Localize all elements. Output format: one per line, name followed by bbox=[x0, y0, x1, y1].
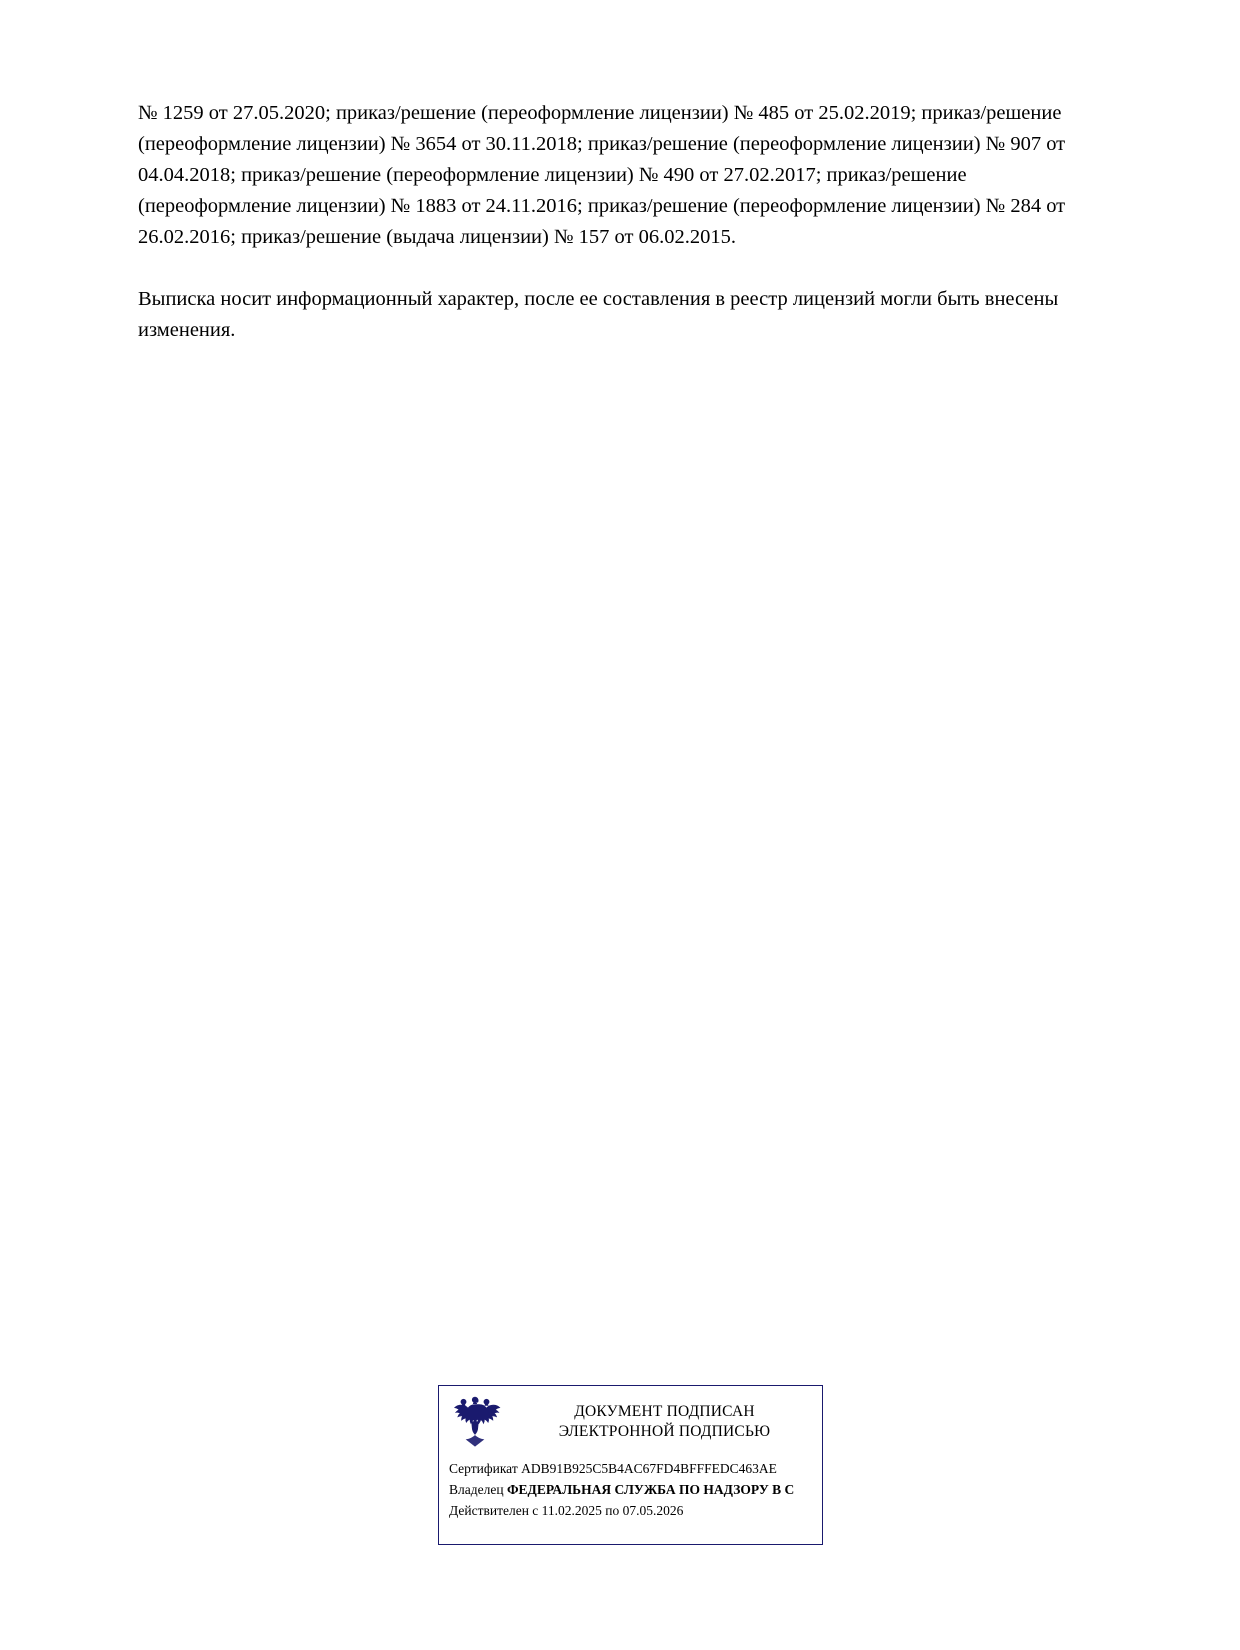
document-body bbox=[138, 98, 1103, 346]
stamp-certificate-label: Сертификат bbox=[449, 1461, 518, 1476]
stamp-certificate-line bbox=[449, 1458, 822, 1479]
stamp-owner-label: Владелец bbox=[449, 1482, 504, 1497]
stamp-validity-line bbox=[449, 1500, 822, 1521]
stamp-details bbox=[439, 1458, 822, 1521]
stamp-valid-to: 07.05.2026 bbox=[622, 1503, 684, 1518]
double-headed-eagle-icon bbox=[447, 1391, 503, 1453]
stamp-owner-line bbox=[449, 1479, 822, 1500]
electronic-signature-stamp bbox=[438, 1385, 823, 1545]
paragraph-license-orders: № 1259 от 27.05.2020; приказ/решение (переоформление лицензии) № 485 от 25.02.2019; приказ/решение (переоформление лицензии) № 3654 от 30.11.2018; приказ/решение (переоформление лицензии) № 907 от 04.04.2018; приказ/решение (переоформление лицензии) № 490 от 27.02.2017; приказ/решение (переоформление лицензии) № 1883 от 24.11.2016; приказ/решение (переоформление лицензии) № 284 от 26.02.2016; приказ/решение (выдача лицензии) № 157 от 06.02.2015. bbox=[138, 102, 1071, 248]
stamp-valid-from: 11.02.2025 bbox=[541, 1503, 602, 1518]
stamp-owner-value: ФЕДЕРАЛЬНАЯ СЛУЖБА ПО НАДЗОРУ В С bbox=[506, 1482, 795, 1497]
stamp-title bbox=[507, 1402, 822, 1442]
stamp-header bbox=[439, 1386, 822, 1458]
stamp-title-line1: ДОКУМЕНТ ПОДПИСАН bbox=[574, 1403, 755, 1420]
stamp-valid-to-label: по bbox=[605, 1503, 620, 1518]
paragraph-disclaimer: Выписка носит информационный характер, после ее составления в реестр лицензий могли быть внесены изменения. bbox=[138, 288, 1064, 341]
stamp-title-line2: ЭЛЕКТРОННОЙ ПОДПИСЬЮ bbox=[558, 1423, 771, 1440]
stamp-certificate-value: ADB91B925C5B4AC67FD4BFFFEDC463AE bbox=[521, 1461, 777, 1476]
stamp-valid-label: Действителен с bbox=[449, 1503, 539, 1518]
